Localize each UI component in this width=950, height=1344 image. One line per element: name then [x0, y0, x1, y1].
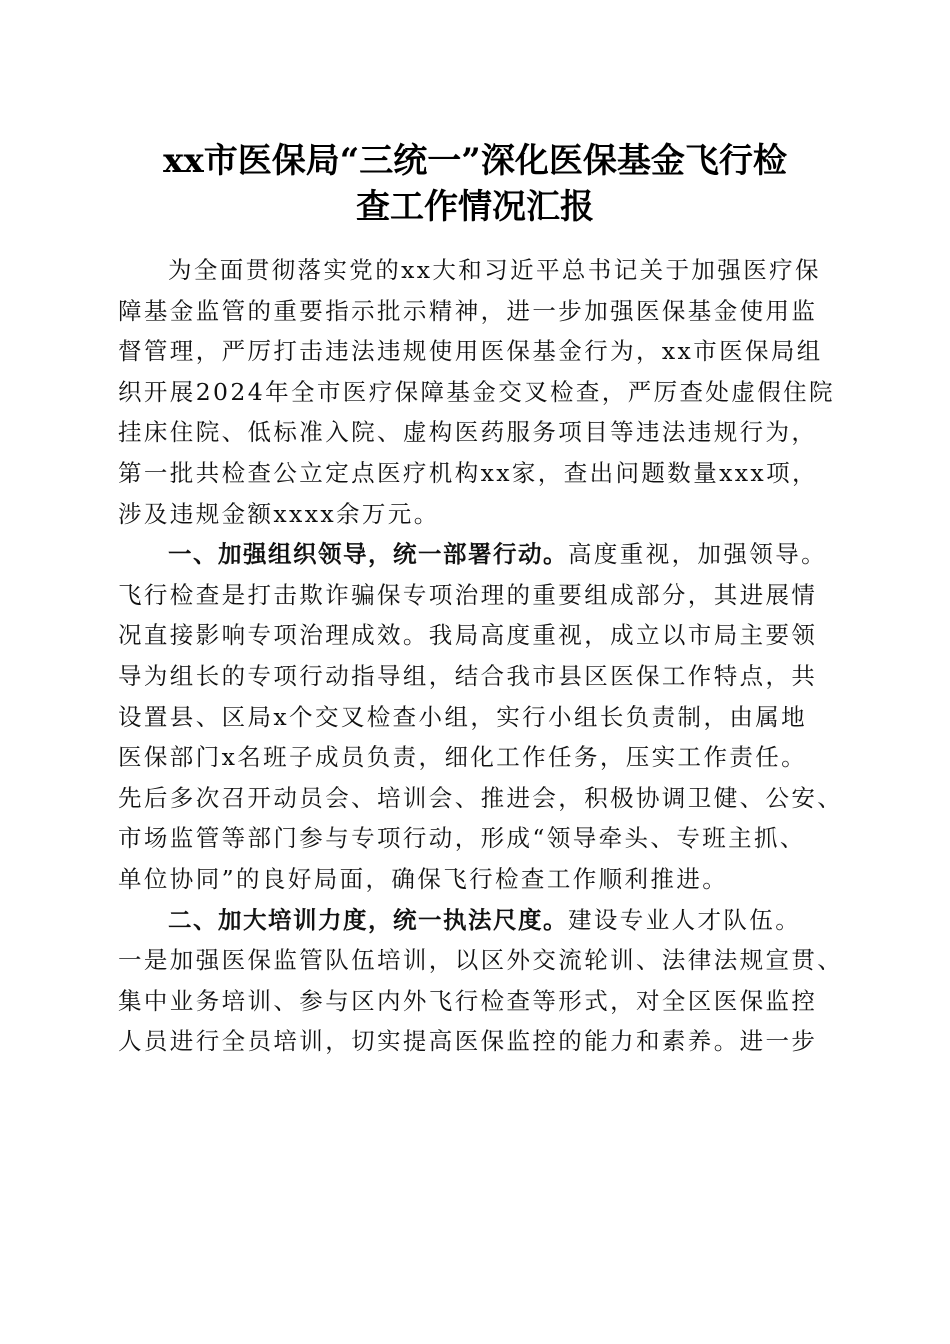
section-1-heading: 一、加强组织领导，统一部署行动。	[168, 540, 568, 569]
text-line: 督管理，严厉打击违法违规使用医保基金行为，xx市医保局组	[118, 337, 823, 366]
text-line: 单位协同”的良好局面，确保飞行检查工作顺利推进。	[118, 864, 729, 893]
section-1-paragraph	[118, 534, 844, 899]
intro-paragraph	[118, 250, 838, 534]
text-line: 导为组长的专项行动指导组，结合我市县区医保工作特点，共	[118, 661, 818, 690]
text-line: 人员进行全员培训，切实提高医保监控的能力和素养。进一步	[118, 1027, 818, 1056]
section-2-paragraph	[118, 900, 844, 1062]
document-body	[118, 250, 844, 1062]
text-line: 飞行检查是打击欺诈骗保专项治理的重要组成部分，其进展情	[118, 580, 818, 609]
text-line: 先后多次召开动员会、培训会、推进会，积极协调卫健、公安、	[118, 783, 844, 812]
text-line: 涉及违规金额xxxx余万元。	[118, 499, 440, 528]
text-line: 集中业务培训、参与区内外飞行检查等形式，对全区医保监控	[118, 986, 818, 1015]
text-line: 挂床住院、低标准入院、虚构医药服务项目等违法违规行为，	[118, 418, 818, 447]
text-line: 设置县、区局x个交叉检查小组，实行小组长负责制，由属地	[118, 702, 808, 731]
text-line: 为全面贯彻落实党的xx大和习近平总书记关于加强医疗保	[168, 256, 821, 284]
title-line-2: 查工作情况汇报	[356, 187, 594, 227]
text-line: 一是加强医保监管队伍培训，以区外交流轮训、法律法规宣贯、	[118, 946, 844, 975]
section-2-first-line	[118, 900, 838, 941]
document-title	[110, 138, 840, 230]
section-2-lead: 建设专业人才队伍。	[568, 905, 802, 934]
text-line: 况直接影响专项治理成效。我局高度重视，成立以市局主要领	[118, 621, 818, 650]
text-line: 第一批共检查公立定点医疗机构xx家，查出问题数量xxx项，	[118, 458, 818, 487]
text-line: 医保部门x名班子成员负责，细化工作任务，压实工作责任。	[118, 743, 808, 772]
section-1-first-line	[118, 534, 838, 575]
text-line: 织开展2024年全市医疗保障基金交叉检查，严厉查处虚假住院	[118, 377, 835, 406]
title-line-1: xx市医保局“三统一”深化医保基金飞行检	[163, 141, 787, 181]
text-line: 市场监管等部门参与专项行动，形成“领导牵头、专班主抓、	[118, 824, 806, 853]
text-line: 障基金监管的重要指示批示精神，进一步加强医保基金使用监	[118, 296, 818, 325]
section-2-heading: 二、加大培训力度，统一执法尺度。	[168, 905, 568, 934]
section-1-lead: 高度重视，加强领导。	[568, 540, 827, 569]
